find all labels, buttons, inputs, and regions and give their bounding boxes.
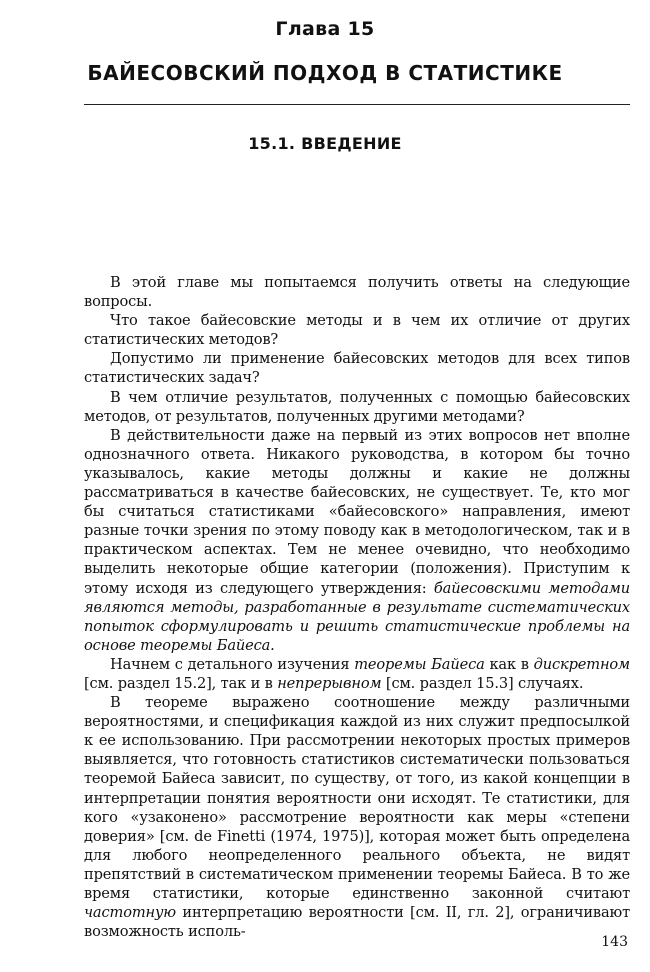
paragraph-1: В этой главе мы попытаемся получить ответы на следующие вопросы. <box>84 274 630 311</box>
paragraph-7-text-1: В теореме выражено соотношение между различными вероятностями, и спецификация каждой из них служит предпосылкой к ее использованию. При рассмотрении некоторых простых примеров выявляется, что готовность статистиков систематически пользоваться теоремой Байеса зависит, по существу, от того, из какой концепции в интерпретации понятия вероятности они исходят. Те статистики, для кого «узаконено» рассмотрение вероятности как меры «степени доверия» [см. de Finetti (1974, 1975)], которая может быть определена для любого неопределенного реального объекта, не видят препятствий в систематическом применении теоремы Байеса. В то же время статистики, которые единственно законной считают <box>84 694 630 902</box>
chapter-title: БАЙЕСОВСКИЙ ПОДХОД В СТАТИСТИКЕ <box>87 61 563 85</box>
paragraph-6-text-2: как в <box>484 655 534 673</box>
paragraph-6-text-3: [см. раздел 15.2], так и в <box>84 674 278 692</box>
paragraph-4: В чем отличие результатов, полученных с помощью байесовских методов, от результатов, полученных другими методами? <box>84 388 630 425</box>
section-title: 15.1. ВВЕДЕНИЕ <box>248 134 402 153</box>
paragraph-5 <box>84 426 630 655</box>
page-number: 143 <box>601 934 628 950</box>
paragraph-7-text-2: интерпретацию вероятности [см. II, гл. 2], ограничивают возможность исполь- <box>84 904 630 941</box>
paragraph-2: Что такое байесовские методы и в чем их отличие от других статистических методов? <box>84 312 630 349</box>
paragraph-6-emphasis-3: непрерывном <box>277 674 382 692</box>
paragraph-3: Допустимо ли применение байесовских методов для всех типов статистических задач? <box>84 350 630 387</box>
paragraph-7 <box>84 693 630 941</box>
paragraph-5-text: В действительности даже на первый из этих вопросов нет вполне однозначного ответа. Никакого руководства, в котором бы точно указывалось, какие методы должны и какие не должны рассматриваться в качестве байесовских, не существует. Те, кто мог бы считаться статистиками «байесовского» направления, имеют разные точки зрения по этому поводу как в методологическом, так и в практическом аспектах. Тем не менее очевидно, что необходимо выделить некоторые общие категории (положения). Приступим к этому исходя из следующего утверждения: <box>84 426 630 597</box>
paragraph-5-definition: байесовскими методами являются методы, разработанные в результате систематических попыток сформулировать и решить статистические проблемы на основе теоремы Байеса. <box>84 579 630 654</box>
body-text <box>84 273 630 941</box>
paragraph-6-text-4: [см. раздел 15.3] случаях. <box>381 674 584 692</box>
paragraph-6-emphasis-2: дискретном <box>533 655 630 673</box>
paragraph-6-text-1: Начнем с детального изучения <box>110 655 355 673</box>
paragraph-7-emphasis-1: частотную <box>84 904 176 922</box>
chapter-label: Глава 15 <box>275 18 375 40</box>
paragraph-6-emphasis-1: теоремы Байеса <box>354 655 485 673</box>
header-divider <box>84 104 630 105</box>
paragraph-6 <box>84 655 630 693</box>
